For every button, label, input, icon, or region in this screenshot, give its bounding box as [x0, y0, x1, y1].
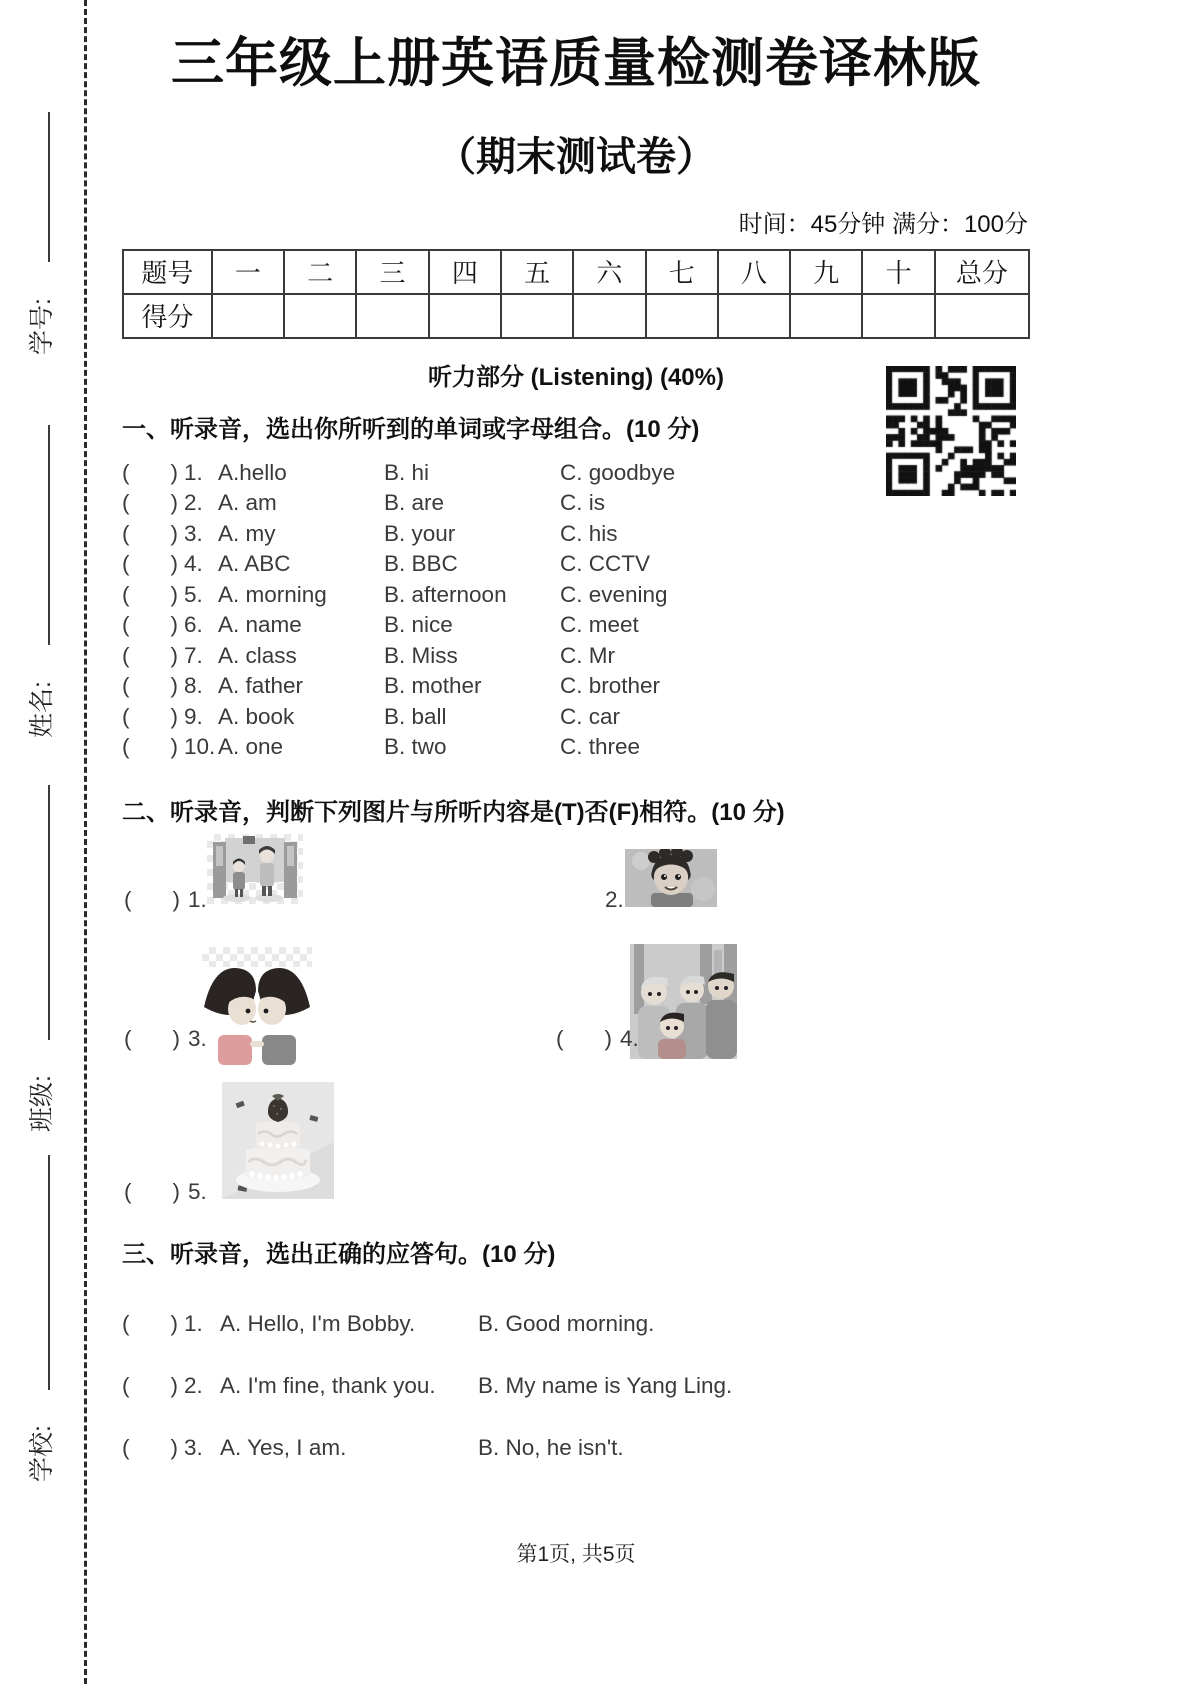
answer-bracket	[122, 1373, 184, 1398]
paren-close: )	[170, 551, 178, 577]
question-number: 8.	[184, 673, 203, 699]
answer-bracket	[122, 580, 184, 611]
section-one-questions	[122, 458, 1030, 763]
answer-bracket	[122, 458, 184, 489]
score-cell-empty	[646, 294, 718, 338]
option-c: C. CCTV	[560, 551, 650, 577]
option-c: C. Mr	[560, 642, 615, 668]
question-number: 3.	[184, 520, 203, 546]
family-photo-picture	[630, 944, 737, 1059]
question-row	[122, 519, 1030, 550]
paren-close: )	[172, 1178, 180, 1204]
score-header-cell: 一	[212, 250, 284, 294]
option-a: A. Hello, I'm Bobby.	[220, 1310, 416, 1336]
score-header-cell: 二	[284, 250, 356, 294]
question-number: 1.	[184, 1310, 203, 1336]
score-header-cell: 题号	[123, 250, 212, 294]
paren-open: (	[122, 520, 130, 546]
exam-meta: 时间：45分钟 满分：100分	[738, 210, 1028, 238]
score-header-cell: 七	[646, 250, 718, 294]
score-header-cell: 九	[790, 250, 862, 294]
answer-bracket	[124, 887, 180, 913]
paren-close: )	[604, 1025, 612, 1051]
paren-open: (	[122, 459, 130, 485]
option-b: B. mother	[384, 673, 482, 699]
question-row	[122, 1373, 1030, 1398]
score-cell-empty	[284, 294, 356, 338]
section-one-heading: 一、听录音，选出你所听到的单词或字母组合。(10 分)	[122, 415, 700, 443]
answer-bracket	[122, 732, 184, 763]
paren-open: (	[122, 703, 130, 729]
two-girls-talking-picture	[202, 947, 312, 1065]
section-two-pictures	[122, 829, 1030, 1219]
question-number: 6.	[184, 612, 203, 638]
score-cell-empty	[356, 294, 428, 338]
question-row	[122, 610, 1030, 641]
option-a: A. name	[218, 612, 302, 638]
paren-open: (	[124, 886, 132, 912]
question-row	[122, 580, 1030, 611]
question-row	[122, 1435, 1030, 1460]
paren-open: (	[122, 551, 130, 577]
paren-open: (	[556, 1025, 564, 1051]
score-header-cell: 总分	[935, 250, 1029, 294]
picture-number: 4.	[620, 1025, 639, 1051]
name-label: 姓名:	[28, 681, 56, 738]
paren-open: (	[124, 1025, 132, 1051]
paren-close: )	[170, 1310, 178, 1336]
paren-open: (	[122, 1310, 130, 1336]
paren-open: (	[122, 673, 130, 699]
page-subtitle: （期末测试卷）	[436, 134, 716, 179]
section-three-questions	[122, 1311, 1030, 1460]
option-a: A. Yes, I am.	[220, 1434, 347, 1460]
picture-label	[124, 887, 207, 913]
paren-close: )	[170, 673, 178, 699]
section-two-heading: 二、听录音，判断下列图片与所听内容是(T)否(F)相符。(10 分)	[122, 798, 785, 826]
paren-open: (	[124, 1178, 132, 1204]
paren-close: )	[170, 642, 178, 668]
option-b: B. ball	[384, 703, 447, 729]
class-label: 班级:	[28, 1075, 56, 1132]
picture-label	[605, 887, 624, 913]
score-row-label: 得分	[123, 294, 212, 338]
option-a: A. class	[218, 642, 297, 668]
option-a: A.hello	[218, 459, 287, 485]
option-b: B. your	[384, 520, 456, 546]
answer-bracket	[122, 1311, 184, 1336]
option-c: C. meet	[560, 612, 639, 638]
option-a: A. father	[218, 673, 304, 699]
question-number: 2.	[184, 490, 203, 516]
option-c: C. is	[560, 490, 605, 516]
question-number: 4.	[184, 551, 203, 577]
answer-bracket	[122, 671, 184, 702]
answer-bracket	[122, 1435, 184, 1460]
score-cell-empty	[429, 294, 501, 338]
paren-open: (	[122, 490, 130, 516]
option-b: B. afternoon	[384, 581, 507, 607]
score-table-score-row	[123, 294, 1029, 338]
question-number: 9.	[184, 703, 203, 729]
question-row	[122, 458, 1030, 489]
option-c: C. evening	[560, 581, 668, 607]
school-gate-greeting-picture	[207, 834, 303, 904]
picture-number: 3.	[188, 1025, 207, 1051]
option-b: B. Miss	[384, 642, 458, 668]
score-cell-empty	[212, 294, 284, 338]
question-row	[122, 488, 1030, 519]
listening-part-title: 听力部分 (Listening) (40%)	[427, 363, 724, 391]
option-a: A. book	[218, 703, 295, 729]
option-c: C. car	[560, 703, 621, 729]
picture-number: 2.	[605, 886, 624, 912]
name-blank-line	[48, 425, 50, 645]
picture-number: 1.	[188, 886, 207, 912]
picture-number: 5.	[188, 1178, 207, 1204]
score-cell-empty	[862, 294, 934, 338]
option-a: A. ABC	[218, 551, 291, 577]
score-header-cell: 十	[862, 250, 934, 294]
paren-open: (	[122, 1372, 130, 1398]
score-cell-empty	[935, 294, 1029, 338]
answer-bracket	[556, 1026, 612, 1052]
question-number: 2.	[184, 1372, 203, 1398]
answer-bracket	[122, 549, 184, 580]
page-title: 三年级上册英语质量检测卷译林版	[171, 34, 981, 93]
main-content	[122, 0, 1030, 1568]
section-three-heading: 三、听录音，选出正确的应答句。(10 分)	[122, 1240, 556, 1268]
paren-open: (	[122, 1434, 130, 1460]
option-b: B. are	[384, 490, 445, 516]
answer-bracket	[122, 488, 184, 519]
picture-label	[124, 1179, 207, 1205]
paren-close: )	[170, 490, 178, 516]
school-label: 学校:	[28, 1425, 56, 1482]
question-number: 3.	[184, 1434, 203, 1460]
smiling-boy-picture	[625, 849, 717, 907]
paren-close: )	[172, 1025, 180, 1051]
option-a: A. my	[218, 520, 276, 546]
score-cell-empty	[573, 294, 645, 338]
question-row	[122, 549, 1030, 580]
student-id-label: 学号:	[28, 298, 56, 355]
option-b: B. Good morning.	[478, 1310, 655, 1336]
option-b: B. hi	[384, 459, 430, 485]
paren-close: )	[170, 1372, 178, 1398]
page-footer: 第1页, 共5页	[516, 1542, 636, 1566]
question-number: 5.	[184, 581, 203, 607]
option-b: B. two	[384, 734, 447, 760]
answer-bracket	[124, 1026, 180, 1052]
option-a: A. one	[218, 734, 284, 760]
score-cell-empty	[790, 294, 862, 338]
question-number: 1.	[184, 459, 203, 485]
paren-close: )	[170, 612, 178, 638]
option-b: B. BBC	[384, 551, 458, 577]
picture-label	[124, 1026, 207, 1052]
class-blank-line	[48, 785, 50, 1040]
paren-close: )	[170, 1434, 178, 1460]
score-header-cell: 三	[356, 250, 428, 294]
score-header-cell: 六	[573, 250, 645, 294]
student-id-blank-line	[48, 112, 50, 262]
answer-bracket	[124, 1179, 180, 1205]
score-header-cell: 五	[501, 250, 573, 294]
question-row	[122, 732, 1030, 763]
option-a: A. am	[218, 490, 277, 516]
option-a: A. morning	[218, 581, 327, 607]
paren-close: )	[170, 703, 178, 729]
strawberry-cake-picture	[222, 1082, 334, 1199]
score-cell-empty	[718, 294, 790, 338]
score-header-cell: 八	[718, 250, 790, 294]
question-number: 7.	[184, 642, 203, 668]
paren-open: (	[122, 642, 130, 668]
option-c: C. his	[560, 520, 618, 546]
paren-close: )	[170, 459, 178, 485]
score-table	[122, 249, 1030, 339]
option-b: B. nice	[384, 612, 453, 638]
paren-close: )	[170, 581, 178, 607]
paren-close: )	[172, 886, 180, 912]
school-blank-line	[48, 1155, 50, 1390]
paren-close: )	[170, 734, 178, 760]
paren-open: (	[122, 612, 130, 638]
question-row	[122, 671, 1030, 702]
option-a: A. I'm fine, thank you.	[220, 1372, 436, 1398]
paren-open: (	[122, 734, 130, 760]
question-number: 10.	[184, 734, 216, 760]
question-row	[122, 641, 1030, 672]
score-header-cell: 四	[429, 250, 501, 294]
paren-close: )	[170, 520, 178, 546]
question-row	[122, 702, 1030, 733]
option-c: C. three	[560, 734, 641, 760]
answer-bracket	[122, 702, 184, 733]
paren-open: (	[122, 581, 130, 607]
seal-dashed-line	[84, 0, 87, 1684]
option-b: B. No, he isn't.	[478, 1434, 624, 1460]
option-c: C. goodbye	[560, 459, 676, 485]
option-b: B. My name is Yang Ling.	[478, 1372, 733, 1398]
answer-bracket	[122, 641, 184, 672]
picture-label	[556, 1026, 639, 1052]
answer-bracket	[122, 610, 184, 641]
answer-bracket	[122, 519, 184, 550]
score-cell-empty	[501, 294, 573, 338]
option-c: C. brother	[560, 673, 661, 699]
question-row	[122, 1311, 1030, 1336]
score-table-header-row	[123, 250, 1029, 294]
